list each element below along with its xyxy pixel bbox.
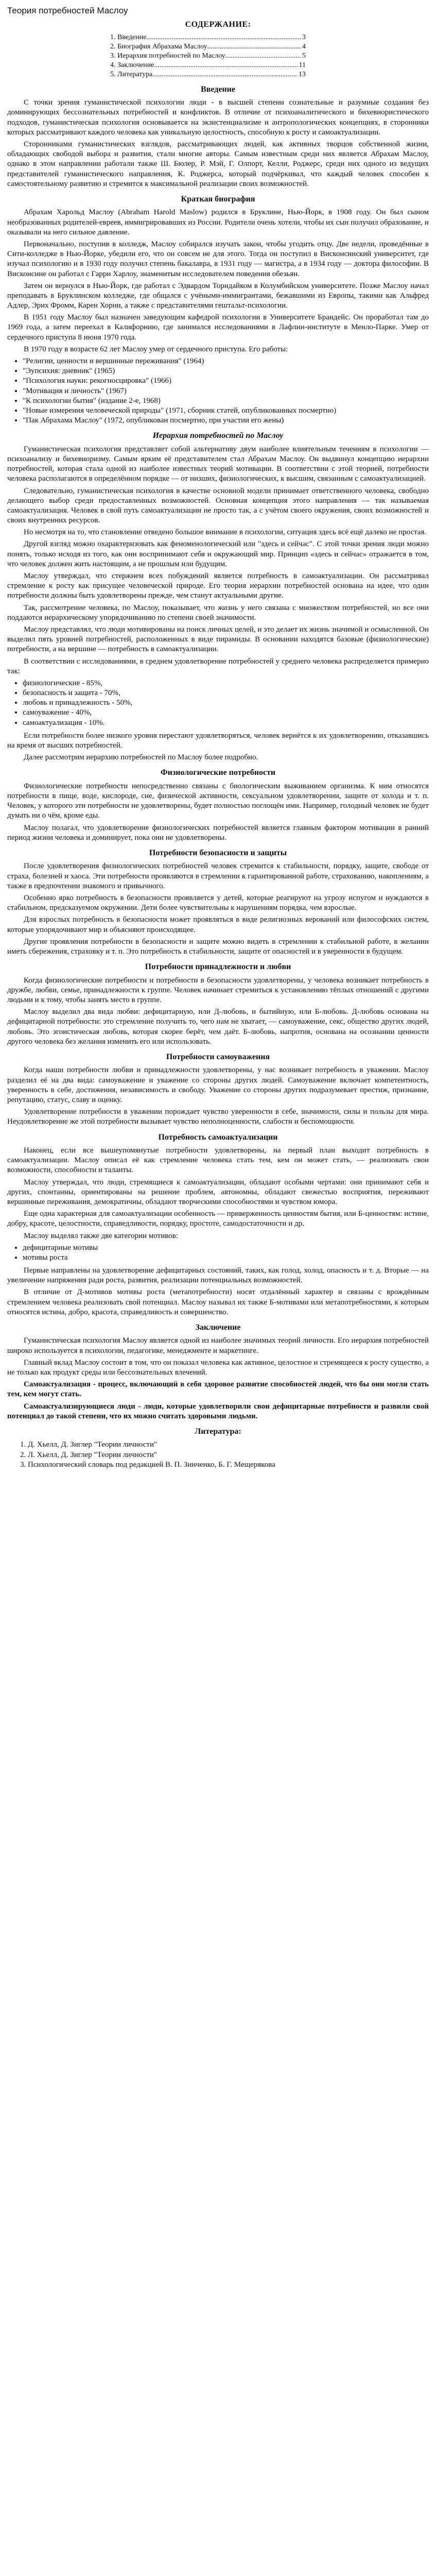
list-item: • безопасность и защита - 70%, bbox=[23, 688, 429, 698]
paragraph: После удовлетворения физиологических потребностей человек стремится к стабильности, порядку, защите, свободе от страха, болезней и хаоса. Эти потребности проявляются в стремлении к гарантированной работе, страхованию, накоплениям, а также в предпочтении знакомого и привычного. bbox=[7, 862, 429, 890]
paragraph: Удовлетворение потребности в уважении порождает чувство уверенности в себе, значимости, силы и пользы для мира. Неудовлетворение же этой потребности вызывает чувство неполноценности, слабости и беспомощности. bbox=[7, 1108, 429, 1126]
paragraph: В 1951 году Маслоу был назначен заведующим кафедрой психологии в Университете Брандейс. Он проработал там до 1969 года, а затем переехал в Калифорнию, где занимался исследованиями в Лафлин-институте в Менло-Парке. Умер от сердечного приступа 8 июня 1970 года. bbox=[7, 313, 429, 342]
paragraph: Маслоу выделил два вида любви: дефицитарную, или Д-любовь, и бытийную, или Б-любовь. Д-любовь основана на дефицитарной потребности: это стремление получить то, чего нам не хватает, — самоуважение, секс, общество других людей, любовь. Это эгоистическая любовь, которая скорее берёт, чем даёт. Б-любовь, напротив, основана на осознании ценности другого человека без желания изменить его или использовать. bbox=[7, 1008, 429, 1046]
list-item: • мотивы роста bbox=[23, 1253, 429, 1263]
list-item: 2. Л. Хьелл, Д. Зиглер "Теории личности" bbox=[28, 1450, 429, 1460]
paragraph: Затем он вернулся в Нью-Йорк, где работал с Эдвардом Торндайком в Колумбийском университете. Позже Маслоу начал преподавать в Бруклинском колледже, где общался с учёными-иммигрантами, бежавшими из Европы, такими как Альфред Адлер, Эрих Фромм, Карен Хорни, а также с представителями гештальт-психологии. bbox=[7, 281, 429, 310]
paragraph: Для взрослых потребность в безопасности может проявляться в виде религиозных верований или философских систем, которые упорядочивают мир и объясняют происходящее. bbox=[7, 916, 429, 934]
paragraph: Когда физиологические потребности и потребности в безопасности удовлетворены, у человека возникает потребность в дружбе, любви, семье, принадлежности к группе. Человек начинает стремиться к установлению тёплых отношений с другими людьми и к тому, чтобы занять место в группе. bbox=[7, 976, 429, 1004]
section-heading-actualization: Потребность самоактуализации bbox=[158, 1132, 278, 1142]
paragraph: Сторонниками гуманистических взглядов, рассматривающих людей, как активных творцов собственной жизни, обладающих свободой выбора и развития, стали многие авторы. Самым известным среди них является Абрахам Маслоу, однако в этом направлении работали также Ш. Бюлер, Р. Мэй, Г. Олпорт, Келли, Роджерс, среди них одного из ведущих представителей гуманистического направления, К. Роджерса, который подчёркивал, что каждый человек способен к самостоятельному развитию и стремится к максимальной реализации своих возможностей. bbox=[7, 140, 429, 188]
list-item: • "Мотивация и личность" (1967) bbox=[23, 386, 429, 396]
list-item: • дефицитарные мотивы bbox=[23, 1243, 429, 1253]
list-item: • "Пак Абрахама Маслоу" (1972, опубликован посмертно, при участии его жены) bbox=[23, 416, 429, 426]
section-heading-intro: Введение bbox=[201, 84, 235, 94]
toc-item[interactable]: 1. Введение ..... 3 bbox=[110, 33, 306, 42]
section-heading-belonging: Потребности принадлежности и любви bbox=[145, 962, 291, 972]
paragraph: В 1970 году в возрасте 62 лет Маслоу умер от сердечного приступа. Его работы: bbox=[24, 345, 288, 353]
list-item: • "Эупсихия: дневник" (1965) bbox=[23, 366, 429, 376]
page-title: Теория потребностей Маслоу bbox=[7, 6, 128, 15]
paragraph: Так, рассмотрение человека, по Маслоу, показывает, что жизнь у него связана с множеством потребностей, но все они поддаются иерархическому упорядочиванию по степени своей значимости. bbox=[7, 603, 429, 622]
section-heading-biography: Краткая биография bbox=[181, 194, 255, 204]
toc-item[interactable]: 3. Иерархия потребностей по Маслоу ..... 5 bbox=[110, 52, 306, 61]
list-item: • самоуважение - 40%, bbox=[23, 708, 429, 718]
paragraph: Маслоу выделял также две категории мотивов: bbox=[24, 1231, 178, 1240]
works-list bbox=[7, 357, 429, 426]
definition-paragraph: Самоактуализация - процесс, включающий в себя здоровое развитие способностей людей, что бы они могли стать тем, кем могут стать. bbox=[7, 1380, 429, 1399]
section-heading-safety: Потребности безопасности и защиты bbox=[149, 849, 287, 857]
paragraph: В соответствии с исследованиями, в среднем удовлетворение потребностей у среднего человека распределяется примерно так: bbox=[7, 657, 429, 675]
list-item: • "Религии, ценности и вершинные переживания" (1964) bbox=[23, 357, 429, 366]
paragraph: Другой взгляд можно охарактеризовать как феноменологический или "здесь и сейчас". С этой точки зрения люди можно понять, только исходя из того, как они воспринимают себя и окружающий мир. Принцип «здесь и сейчас» отражается в том, что человек должен жить настоящим, а не прошлым или будущим. bbox=[7, 540, 429, 568]
paragraph: Первоначально, поступив в колледж, Маслоу собирался изучать закон, чтобы угодить отцу. Две недели, проведённые в Сити-колледже в Нью-Йорке, убедили его, что он совсем не для этого. Тогда он поступил в Висконсинский университет, где изучал психологию и в 1930 году получил степень бакалавра, в 1931 году — магистра, а в 1934 году — доктора философии. В Висконсине он работал с Гарри Харлоу, знаменитым исследователем поведения обезьян. bbox=[7, 240, 429, 278]
paragraph: Но несмотря на то, что становление отведено большое внимание в психологии, ситуация здесь всё ещё далеко не простая. bbox=[24, 528, 427, 537]
list-item: • физиологические - 85%, bbox=[23, 679, 429, 688]
paragraph: Маслоу полагал, что удовлетворение физиологических потребностей является главным фактором мотивации в ранний период жизни человека и доминирует, пока они не удовлетворены. bbox=[7, 823, 429, 842]
paragraph: Гуманистическая психология Маслоу является одной из наиболее значимых теорий личности. Его иерархия потребностей широко используется в психологии, педагогике, менеджменте и маркетинге. bbox=[7, 1336, 429, 1355]
paragraph: Гуманистическая психология представляет собой альтернативу двум наиболее влиятельным течениям в психологии — психоанализу и бихевиоризму. Самым ярким её представителем стал Абрахам Маслоу. Он выдвинул концепцию иерархии потребностей, которая стала одной из наиболее известных теорий мотивации. В соответствии с этой теорией, потребности человека располагаются в определённом порядке — от низших, физиологических, к высшим, связанным с самоактуализацией. bbox=[7, 445, 429, 483]
section-heading-physiological: Физиологические потребности bbox=[160, 768, 276, 777]
paragraph: Абрахам Харольд Маслоу (Abraham Harold Maslow) родился в Бруклине, Нью-Йорк, в 1908 году. Он был сыном необразованных родителей-евреев, иммигрировавших из России. Родители очень хотели, чтобы их сын получил образование, и оказывали на него сильное давление. bbox=[7, 208, 429, 236]
paragraph: Маслоу утверждал, что стержнем всех побуждений является потребность в самоактуализации. Он рассматривал стремление к росту как присущее человеческой природе. Его теория иерархии потребностей основана на идее, что одни потребности должны быть удовлетворены прежде, чем станут актуальными другие. bbox=[7, 572, 429, 600]
table-of-contents bbox=[110, 33, 306, 79]
paragraph: Маслоу утверждал, что люди, стремящиеся к самоактуализации, обладают особыми чертами: они принимают себя и других, спонтанны, ориентированы на решение проблем, автономны, обладают свежестью восприятия, переживают вершинные переживания, демократичны, обладают творческими способностями и чувством юмора. bbox=[7, 1178, 429, 1206]
toc-heading: СОДЕРЖАНИЕ: bbox=[185, 20, 251, 29]
list-item: 3. Психологический словарь под редакцией В. П. Зинченко, Б. Г. Мещерякова bbox=[28, 1460, 429, 1470]
list-item: • любовь и принадлежность - 50%, bbox=[23, 698, 429, 708]
section-heading-hierarchy: Иерархия потребностей по Маслоу bbox=[152, 431, 284, 440]
list-item: • "К психологии бытия" (издание 2-е, 1968) bbox=[23, 396, 429, 406]
list-item: • "Новые измерения человеческой природы" (1971, сборник статей, опубликованных посмертно) bbox=[23, 406, 429, 416]
paragraph: Первые направлены на удовлетворение дефицитарных состояний, таких, как голод, холод, опасность и т. д. Вторые — на увеличение напряжения ради роста, развития, реализации потенциальных возможностей. bbox=[7, 1266, 429, 1285]
toc-item[interactable]: 2. Биография Абрахама Маслоу ..... 4 bbox=[110, 42, 306, 52]
paragraph: Далее рассмотрим иерархию потребностей по Маслоу более подробно. bbox=[24, 753, 258, 762]
paragraph: Наконец, если все вышеупомянутые потребности удовлетворены, на первый план выходит потребность в самоактуализации. Маслоу описал её как стремление человека стать тем, кем он может стать, — реализовать свои возможности, способности и таланты. bbox=[7, 1146, 429, 1175]
paragraph: Особенно ярко потребность в безопасности проявляется у детей, которые реагируют на угрозу испугом и нуждаются в стабильном, предсказуемом окружении. Дети более чувствительны к нарушениям порядка, чем взрослые. bbox=[7, 894, 429, 912]
list-item: 1. Д. Хьелл, Д. Зиглер "Теории личности" bbox=[28, 1440, 429, 1450]
paragraph: В отличие от Д-мотивов мотивы роста (метапотребности) носят отдалённый характер и связаны с врождённым стремлением человека реализовать свой потенциал. Маслоу называл их также Б-мотивами или метапотребностями, к которым относятся истина, добро, красота, справедливость и совершенство. bbox=[7, 1288, 429, 1316]
list-item: • самоактуализация - 10%. bbox=[23, 718, 429, 728]
paragraph: Следовательно, гуманистическая психология в качестве основной модели принимает ответственного человека, свободно делающего выбор среди предоставленных возможностей. Основная концепция этого направления — так называемая самоактуализация. Человек в свой путь самоактуализации не просто так, а с учётом своего окружения, своих возможностей и своих внутренних ресурсов. bbox=[7, 486, 429, 525]
section-heading-literature: Литература: bbox=[195, 1427, 241, 1436]
paragraph: Если потребности более низкого уровня перестают удовлетворяться, человек вернётся к их удовлетворению, отказавшись на время от высших потребностей. bbox=[7, 731, 429, 750]
list-item: • "Психология науки: рекогносцировка" (1966) bbox=[23, 376, 429, 386]
motives-list bbox=[7, 1243, 429, 1263]
paragraph: Главный вклад Маслоу состоит в том, что он показал человека как активное, целостное и стремящееся к росту существо, а не только как продукт среды или бессознательных влечений. bbox=[7, 1358, 429, 1377]
paragraph: С точки зрения гуманистической психологии люди - в высшей степени сознательные и разумные создания без доминирующих бессознательных потребностей и конфликтов. В отличие от психоаналитического и бихевиористического подходов, гуманистическая психология основывается на экзистенциализме и антропологических концепциях, в сторонники которых рассматривают каждого человека как уникальную целостность, способную к росту и самоактуализации. bbox=[7, 98, 429, 137]
paragraph: Когда наши потребности любви и принадлежности удовлетворены, у нас возникает потребность в уважении. Маслоу разделил её на два вида: самоуважение и уважение со стороны других людей. Самоуважение включает компетентность, уверенность в себе, достижения, независимость и свободу. Уважение со стороны других подразумевает престиж, признание, репутацию, статус, славу и оценку. bbox=[7, 1066, 429, 1104]
percent-list bbox=[7, 679, 429, 728]
section-heading-conclusion: Заключение bbox=[195, 1323, 241, 1332]
literature-list bbox=[7, 1440, 429, 1470]
paragraph: Другие проявления потребности в безопасности и защите можно видеть в стремлении к стабильной работе, в желании иметь сбережения, страховку и т. п. Это потребность в стабильности, защите от опасностей и в уверенности в будущем. bbox=[7, 937, 429, 956]
toc-item[interactable]: 5. Литература ..... 13 bbox=[110, 70, 306, 79]
toc-item[interactable]: 4. Заключение ..... 11 bbox=[110, 61, 306, 70]
paragraph: Еще одна характерная для самоактуализации особенность — приверженность ценностям бытия, или Б-ценностям: истине, добру, красоте, целостности, справедливости, порядку, простоте, самодостаточности и др. bbox=[7, 1210, 429, 1228]
definition-paragraph: Самоактуализирующиеся люди - люди, которые удовлетворили свои дефицитарные потребности и развили свой потенциал до такой степени, что их можно считать здоровыми людьми. bbox=[7, 1402, 429, 1420]
paragraph: Физиологические потребности непосредственно связаны с биологическим выживанием организма. К ним относятся потребности в пище, воде, кислороде, сне, физической активности, сексуальном удовлетворении, защите от холода и т. п. Человек, у которого эти потребности не удовлетворены, будет полностью поглощён ими. Например, голодный человек не будет думать ни о чём, кроме еды. bbox=[7, 782, 429, 820]
paragraph: Маслоу представлял, что люди мотивированы на поиск личных целей, и это делает их жизнь значимой и осмысленной. Он выделил пять уровней потребностей, расположенных в виде пирамиды. В основании находятся базовые (физиологические) потребности, а на вершине — потребность в самоактуализации. bbox=[7, 625, 429, 654]
section-heading-esteem: Потребности самоуважения bbox=[166, 1052, 270, 1061]
